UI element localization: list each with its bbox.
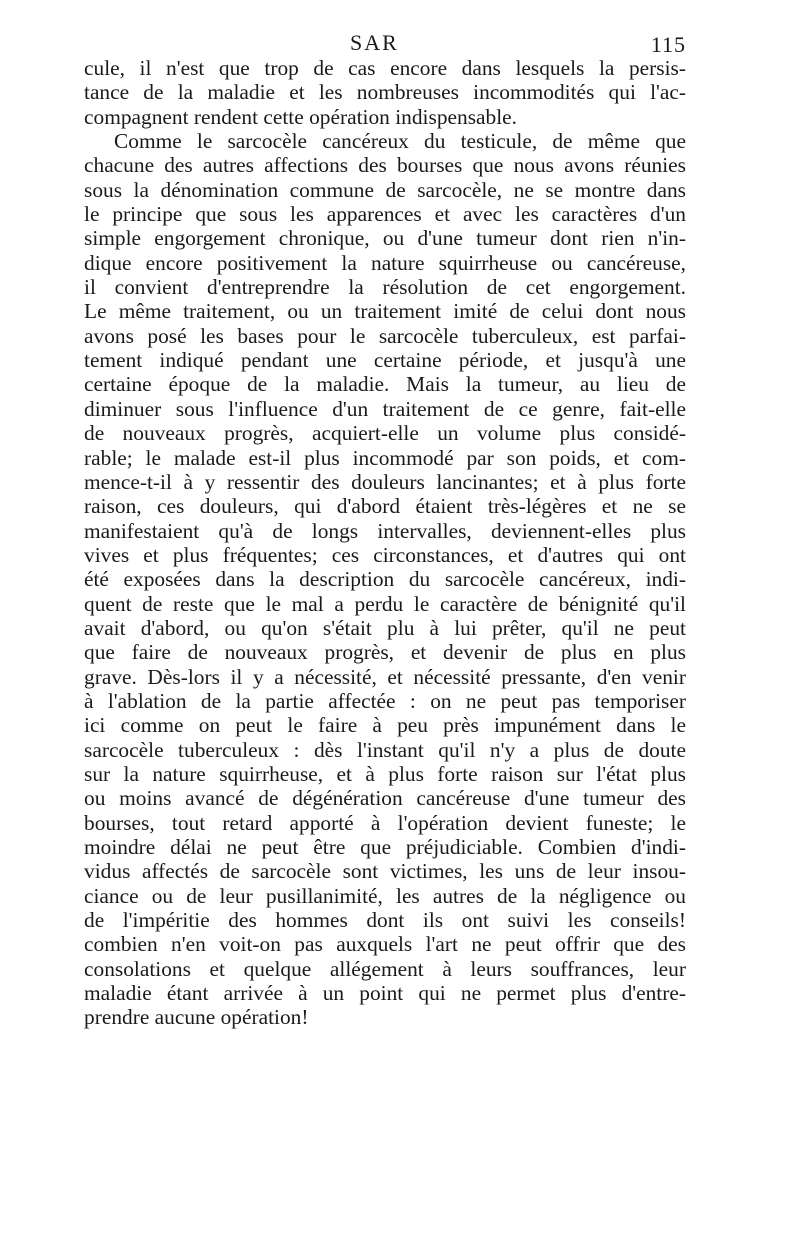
body-text <box>84 56 686 1030</box>
text-line: été exposées dans la description du sarcocèle cancéreux, indi- <box>84 567 686 592</box>
text-line: de nouveaux progrès, acquiert-elle un volume plus considé- <box>84 421 686 446</box>
text-line: il convient d'entreprendre la résolution de cet engorgement. <box>84 275 686 300</box>
text-line: combien n'en voit-on pas auxquels l'art ne peut offrir que des <box>84 932 686 957</box>
text-line: compagnent rendent cette opération indispensable. <box>84 104 518 129</box>
paragraph-1 <box>84 56 686 129</box>
text-line: avait d'abord, ou qu'on s'était plu à lui prêter, qu'il ne peut <box>84 615 686 640</box>
text-line: raison, ces douleurs, qui d'abord étaient très-légères et ne se <box>84 494 686 519</box>
text-line: ici comme on peut le faire à peu près impunément dans le <box>84 713 686 738</box>
page-number: 115 <box>650 32 686 57</box>
text-line: maladie étant arrivée à un point qui ne permet plus d'entre- <box>84 981 686 1006</box>
text-line: de l'impéritie des hommes dont ils ont suivi les conseils! <box>84 908 686 933</box>
text-line: mence-t-il à y ressentir des douleurs lancinantes; et à plus forte <box>84 469 686 494</box>
text-line: Comme le sarcocèle cancéreux du testicule, de même que <box>114 129 686 154</box>
text-line: consolations et quelque allégement à leurs souffrances, leur <box>84 956 686 981</box>
text-line: dique encore positivement la nature squirrheuse ou cancéreuse, <box>84 250 686 275</box>
text-line: chacune des autres affections des bourses que nous avons réunies <box>84 153 686 178</box>
text-line: le principe que sous les apparences et avec les caractères d'un <box>84 202 686 227</box>
text-line: à l'ablation de la partie affectée : on ne peut pas temporiser <box>84 688 686 713</box>
text-line: bourses, tout retard apporté à l'opération devient funeste; le <box>84 810 686 835</box>
text-line: cule, il n'est que trop de cas encore dans lesquels la persis- <box>84 56 686 80</box>
text-line: ciance ou de leur pusillanimité, les autres de la négligence ou <box>84 883 686 908</box>
text-line: sarcocèle tuberculeux : dès l'instant qu'il n'y a plus de doute <box>84 737 686 762</box>
text-line: quent de reste que le mal a perdu le caractère de bénignité qu'il <box>84 591 686 616</box>
text-line: vives et plus fréquentes; ces circonstances, et d'autres qui ont <box>84 542 686 567</box>
text-line: ou moins avancé de dégénération cancéreuse d'une tumeur des <box>84 786 686 811</box>
text-line: sur la nature squirrheuse, et à plus forte raison sur l'état plus <box>84 761 686 786</box>
text-line: Le même traitement, ou un traitement imité de celui dont nous <box>84 299 686 324</box>
text-line: simple engorgement chronique, ou d'une tumeur dont rien n'in- <box>84 226 686 251</box>
text-line: certaine époque de la maladie. Mais la tumeur, au lieu de <box>84 372 686 397</box>
paragraph-2 <box>84 129 686 1030</box>
text-line: tement indiqué pendant une certaine période, et jusqu'à une <box>84 348 686 373</box>
running-title: SAR <box>350 30 399 55</box>
text-line: rable; le malade est-il plus incommodé par son poids, et com- <box>84 445 686 470</box>
text-line: tance de la maladie et les nombreuses incommodités qui l'ac- <box>84 80 686 105</box>
text-line: prendre aucune opération! <box>84 1005 309 1030</box>
text-line: sous la dénomination commune de sarcocèle, ne se montre dans <box>84 177 686 202</box>
text-line: que faire de nouveaux progrès, et devenir de plus en plus <box>84 640 686 665</box>
text-line: manifestaient qu'à de longs intervalles, deviennent-elles plus <box>84 518 686 543</box>
text-line: diminuer sous l'influence d'un traitement de ce genre, fait-elle <box>84 396 686 421</box>
text-line: avons posé les bases pour le sarcocèle tuberculeux, est parfai- <box>84 323 686 348</box>
text-line: grave. Dès-lors il y a nécessité, et nécessité pressante, d'en venir <box>84 664 686 689</box>
text-line: vidus affectés de sarcocèle sont victimes, les uns de leur insou- <box>84 859 686 884</box>
text-line: moindre délai ne peut être que préjudiciable. Combien d'indi- <box>84 835 686 859</box>
